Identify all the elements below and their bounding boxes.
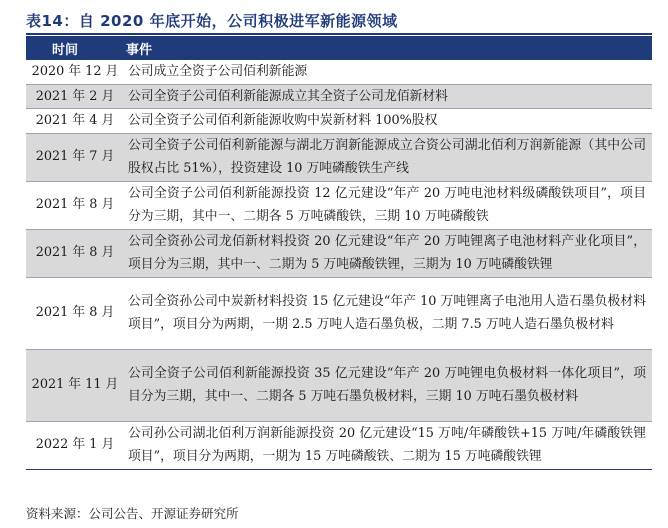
row-time: 2021 年 8 月 — [26, 277, 124, 349]
table-row — [26, 133, 652, 181]
events-table — [26, 36, 652, 470]
table-row — [26, 109, 652, 134]
table-row — [26, 229, 652, 277]
row-time: 2020 年 12 月 — [26, 60, 124, 84]
title-rule — [26, 33, 652, 35]
table-header — [26, 36, 652, 60]
row-time: 2021 年 4 月 — [26, 109, 124, 134]
row-event: 公司全资子公司佰利新能源投资 35 亿元建设“年产 20 万吨锂电负极材料一体化项目”，项目分为三期，其中一、二期各 5 万吨石墨负极材料，三期 10 万吨石墨负极材料 — [124, 349, 652, 421]
row-event: 公司孙公司湖北佰利万润新能源投资 20 亿元建设“15 万吨/年磷酸铁+15 万吨/年磷酸铁锂项目”，项目分为两期，一期为 15 万吨磷酸铁、二期为 15 万吨磷酸铁锂 — [124, 421, 652, 469]
table-row — [26, 349, 652, 421]
row-time: 2021 年 8 月 — [26, 229, 124, 277]
table-body — [26, 60, 652, 469]
row-time: 2021 年 8 月 — [26, 181, 124, 229]
row-event: 公司全资子公司佰利新能源收购中炭新材料 100%股权 — [124, 109, 652, 134]
row-time: 2021 年 11 月 — [26, 349, 124, 421]
row-event: 公司全资子公司佰利新能源成立其全资子公司龙佰新材料 — [124, 84, 652, 109]
table-row — [26, 84, 652, 109]
table-row — [26, 421, 652, 469]
row-event: 公司全资子公司佰利新能源投资 12 亿元建设“年产 20 万吨电池材料级磷酸铁项目”，项目分为三期，其中一、二期各 5 万吨磷酸铁，三期 10 万吨磷酸铁 — [124, 181, 652, 229]
table-title: 表14：自 2020 年底开始，公司积极进军新能源领域 — [26, 12, 398, 30]
table-row — [26, 277, 652, 349]
header-event: 事件 — [124, 36, 652, 60]
row-time: 2022 年 1 月 — [26, 421, 124, 469]
row-event: 公司全资孙公司中炭新材料投资 15 亿元建设“年产 10 万吨锂离子电池用人造石墨负极材料项目”，项目分为两期，一期 2.5 万吨人造石墨负极，二期 7.5 万吨人造石墨负极材料 — [124, 277, 652, 349]
table-row — [26, 60, 652, 84]
row-time: 2021 年 7 月 — [26, 133, 124, 181]
row-time: 2021 年 2 月 — [26, 84, 124, 109]
row-event: 公司成立全资子公司佰利新能源 — [124, 60, 652, 84]
header-time: 时间 — [26, 36, 124, 60]
header-row — [26, 36, 652, 60]
row-event: 公司全资子公司佰利新能源与湖北万润新能源成立合资公司湖北佰利万润新能源（其中公司股权占比 51%），投资建设 10 万吨磷酸铁生产线 — [124, 133, 652, 181]
source-note: 资料来源：公司公告、开源证券研究所 — [26, 506, 239, 521]
table-row — [26, 181, 652, 229]
row-event: 公司全资孙公司龙佰新材料投资 20 亿元建设“年产 20 万吨锂离子电池材料产业化项目”，项目分为三期，其中一、二期为 5 万吨磷酸铁锂，三期为 10 万吨磷酸铁锂 — [124, 229, 652, 277]
